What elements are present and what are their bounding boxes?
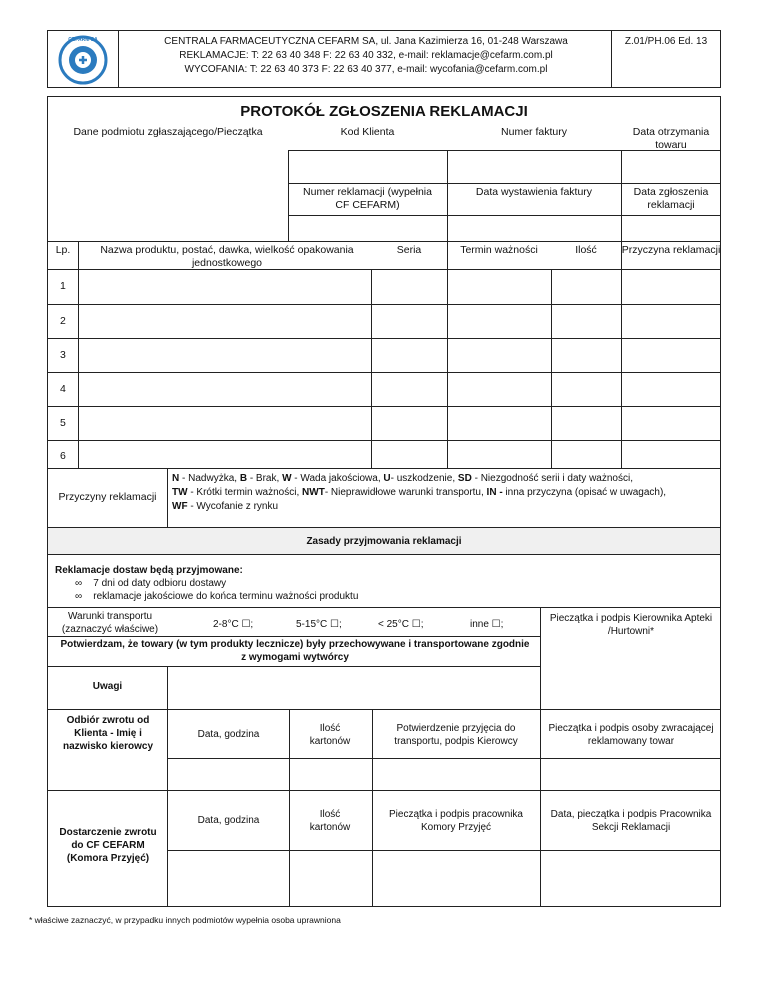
row-number: 4: [60, 383, 66, 395]
przyczyny-line-3: WF - Wycofanie z rynku: [172, 501, 279, 512]
col-data-wystawienia: Data wystawienia faktury: [475, 186, 593, 198]
col-kod-klienta: Kod Klienta: [340, 126, 395, 138]
row-number: 5: [60, 417, 66, 429]
uwagi-field[interactable]: [168, 667, 540, 708]
warunki-label: Warunki transportu (zaznaczyć właściwe): [61, 611, 159, 635]
odbior-podpis-kierowcy-field[interactable]: [373, 759, 540, 790]
potwierdzam-text: Potwierdzam, że towary (w tym produkty lecznicze) były przechowywane i transportowane zgodnie z wymogami wytwórcy: [60, 639, 530, 663]
option-below-25[interactable]: < 25°C ☐;: [378, 619, 424, 630]
przyczyny-line-2: TW - Krótki termin ważności, NWT- Nieprawidłowe warunki transportu, IN - inna przyczyna (opisać w uwagach),: [172, 487, 667, 498]
col-numer-reklamacji: Numer reklamacji (wypełnia CF CEFARM): [303, 186, 432, 211]
zasady-item: ∞ 7 dni od daty odbioru dostawy: [75, 578, 227, 589]
company-line: CENTRALA FARMACEUTYCZNA CEFARM SA, ul. Jana Kazimierza 16, 01-248 Warszawa: [164, 36, 568, 47]
col-dane-podmiotu: Dane podmiotu zgłaszającego/Pieczątka: [73, 126, 263, 138]
dostarczenie-pieczatka-sekcji-field[interactable]: [541, 851, 720, 906]
col-data-otrzymania: Data otrzymania towaru: [632, 126, 710, 151]
col-ilosc: Ilość: [575, 244, 597, 256]
odbior-label: Odbiór zwrotu od Klienta - Imię i nazwisko kierowcy: [62, 715, 154, 752]
kod-klienta-field[interactable]: [289, 151, 447, 183]
dostarczenie-ilosc-field[interactable]: [290, 851, 372, 906]
dostarczenie-data-field[interactable]: [168, 851, 289, 906]
row-number: 6: [60, 450, 66, 462]
odbior-ilosc-field[interactable]: [290, 759, 372, 790]
col-numer-faktury: Numer faktury: [501, 126, 567, 138]
zasady-item: ∞ reklamacje jakościowe do końca terminu ważności produktu: [75, 591, 359, 602]
col-nazwa-produktu: Nazwa produktu, postać, dawka, wielkość opakowania jednostkowego: [100, 244, 354, 269]
row-number: 3: [60, 349, 66, 361]
col-seria: Seria: [396, 244, 422, 256]
col-lp: Lp.: [55, 244, 71, 256]
odbior-data-field[interactable]: [168, 759, 289, 790]
bullet: ∞: [75, 591, 83, 602]
col-termin-waznosci: Termin ważności: [460, 244, 538, 256]
przyczyny-label: Przyczyny reklamacji: [58, 491, 157, 503]
header-logo-cell: [47, 30, 119, 88]
option-inne[interactable]: inne ☐;: [470, 619, 504, 630]
odbior-kierowca-field[interactable]: [48, 759, 167, 790]
data-zgloszenia-field[interactable]: [622, 216, 721, 241]
data-otrzymania-field[interactable]: [622, 151, 721, 183]
odbior-pieczatka-osoby-field[interactable]: [541, 759, 720, 790]
dostarczenie-label: Dostarczenie zwrotu do CF CEFARM (Komora Przyjęć): [59, 827, 157, 864]
numer-faktury-field[interactable]: [448, 151, 621, 183]
pieczatka-komory-label: Pieczątka i podpis pracownika Komory Przyjęć: [389, 809, 523, 833]
ilosc-kartonow-label: Ilość kartonów: [309, 809, 351, 833]
wycofania-line: WYCOFANIA: T: 22 63 40 373 F: 22 63 40 377, e-mail: wycofania@cefarm.com.pl: [184, 64, 548, 75]
data-godzina-label: Data, godzina: [197, 729, 260, 740]
col-data-zgloszenia: Data zgłoszenia reklamacji: [633, 186, 709, 211]
pieczatka-kierownika-label: Pieczątka i podpis Kierownika Apteki /Hurtowni*: [549, 613, 713, 637]
row-number: 2: [60, 315, 66, 327]
row-number: 1: [60, 280, 66, 292]
przyczyny-line-1: N - Nadwyżka, B - Brak, W - Wada jakościowa, U- uszkodzenie, SD - Niezgodność serii i daty ważności,: [172, 473, 633, 484]
pieczatka-kierownika-field[interactable]: [541, 640, 720, 708]
reklamacje-line: REKLAMACJE: T: 22 63 40 348 F: 22 63 40 332, e-mail: reklamacje@cefarm.com.pl: [179, 50, 553, 61]
numer-reklamacji-field[interactable]: [289, 216, 447, 241]
zasady-title: Zasady przyjmowania reklamacji: [306, 536, 462, 547]
dane-podmiotu-field[interactable]: [48, 150, 288, 241]
col-przyczyna: Przyczyna reklamacji: [621, 244, 721, 256]
ilosc-kartonow-label: Ilość kartonów: [309, 723, 351, 747]
data-wystawienia-field[interactable]: [448, 216, 621, 241]
bullet: ∞: [75, 578, 83, 589]
header-info-cell: [118, 30, 612, 88]
pieczatka-sekcji-label: Data, pieczątka i podpis Pracownika Sekcji Reklamacji: [550, 809, 712, 833]
data-godzina-label: Data, godzina: [197, 815, 260, 826]
pieczatka-osoby-label: Pieczątka i podpis osoby zwracającej reklamowany towar: [548, 723, 714, 747]
option-5-15[interactable]: 5-15°C ☐;: [296, 619, 342, 630]
footnote: * właściwe zaznaczyć, w przypadku innych podmiotów wypełnia osoba uprawniona: [29, 915, 341, 925]
option-2-8[interactable]: 2-8°C ☐;: [213, 619, 254, 630]
cefarm-logo: CEFARM SA: [58, 35, 108, 85]
potwierdzenie-transportu-label: Potwierdzenie przyjęcia do transportu, podpis Kierowcy: [394, 723, 518, 747]
zasady-heading: Reklamacje dostaw będą przyjmowane:: [55, 565, 243, 576]
dostarczenie-pieczatka-komory-field[interactable]: [373, 851, 540, 906]
doc-code: Z.01/PH.06 Ed. 13: [624, 36, 708, 47]
uwagi-label: Uwagi: [92, 681, 123, 692]
doc-code-cell: [611, 30, 721, 88]
form-title: PROTOKÓŁ ZGŁOSZENIA REKLAMACJI: [240, 102, 528, 120]
